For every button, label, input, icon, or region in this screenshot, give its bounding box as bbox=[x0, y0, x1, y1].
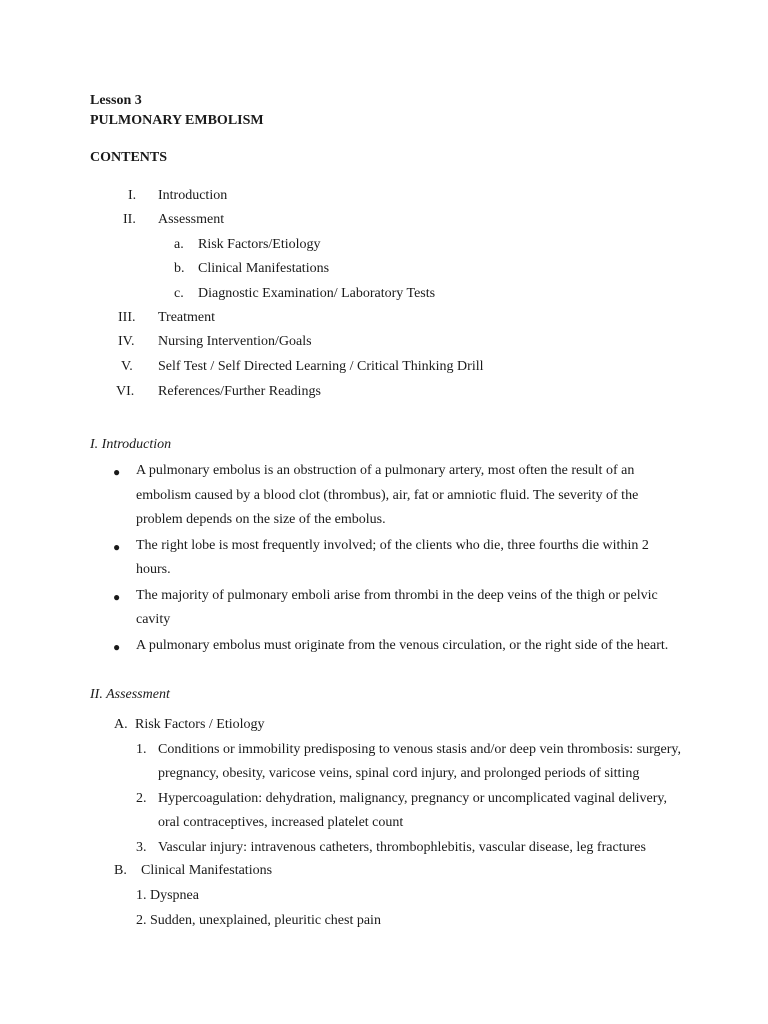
contents-item-number: III. bbox=[118, 310, 136, 325]
contents-item-text: Assessment bbox=[158, 212, 225, 227]
list-item: 2. Sudden, unexplained, pleuritic chest pain bbox=[136, 913, 381, 928]
section-letter: B. bbox=[114, 863, 127, 878]
section-title: Risk Factors / Etiology bbox=[135, 717, 265, 732]
contents-heading: CONTENTS bbox=[90, 150, 168, 165]
list-item: 1. Dyspnea bbox=[136, 888, 199, 903]
introduction-line: problem depends on the size of the embolus. bbox=[136, 512, 386, 527]
contents-item-number: a. bbox=[174, 237, 184, 252]
bullet-icon: ● bbox=[113, 640, 121, 654]
introduction-line: The right lobe is most frequently involved; of the clients who die, three fourths die within 2 bbox=[136, 538, 649, 553]
section-title: Clinical Manifestations bbox=[141, 863, 273, 878]
assessment-heading: II. Assessment bbox=[90, 687, 170, 702]
contents-item-text: Treatment bbox=[158, 310, 216, 325]
list-item-line: Hypercoagulation: dehydration, malignancy, pregnancy or uncomplicated vaginal delivery, bbox=[158, 791, 668, 806]
contents-item-number: IV. bbox=[118, 334, 135, 349]
lesson-label: Lesson 3 bbox=[90, 93, 142, 108]
list-item-line: oral contraceptives, increased platelet count bbox=[158, 815, 404, 830]
contents-item-number: c. bbox=[174, 286, 184, 301]
introduction-line: The majority of pulmonary emboli arise from thrombi in the deep veins of the thigh or pelvic bbox=[136, 588, 658, 603]
introduction-line: A pulmonary embolus must originate from the venous circulation, or the right side of the heart. bbox=[136, 638, 669, 653]
bullet-icon: ● bbox=[113, 465, 121, 479]
contents-item-number: V. bbox=[121, 359, 133, 374]
bullet-icon: ● bbox=[113, 590, 121, 604]
contents-item-text: Risk Factors/Etiology bbox=[198, 237, 321, 252]
page-title: PULMONARY EMBOLISM bbox=[90, 113, 264, 128]
contents-item-text: Nursing Intervention/Goals bbox=[158, 334, 312, 349]
introduction-line: A pulmonary embolus is an obstruction of a pulmonary artery, most often the result of an bbox=[136, 463, 635, 478]
list-item-number: 2. bbox=[136, 791, 147, 806]
introduction-line: hours. bbox=[136, 562, 171, 577]
contents-item-text: References/Further Readings bbox=[158, 384, 321, 399]
contents-item-number: VI. bbox=[116, 384, 135, 399]
list-item-line: Vascular injury: intravenous catheters, thrombophlebitis, vascular disease, leg fractures bbox=[158, 840, 646, 855]
list-item-line: Conditions or immobility predisposing to venous stasis and/or deep vein thrombosis: surgery, bbox=[158, 742, 682, 757]
introduction-line: cavity bbox=[136, 612, 171, 627]
contents-item-number: I. bbox=[128, 188, 137, 203]
contents-item-text: Introduction bbox=[158, 188, 228, 203]
list-item-number: 1. bbox=[136, 742, 147, 757]
contents-item-text: Self Test / Self Directed Learning / Critical Thinking Drill bbox=[158, 359, 484, 374]
section-letter: A. bbox=[114, 717, 128, 732]
contents-item-text: Clinical Manifestations bbox=[198, 261, 330, 276]
list-item-number: 3. bbox=[136, 840, 147, 855]
bullet-icon: ● bbox=[113, 540, 121, 554]
introduction-line: embolism caused by a blood clot (thrombus), air, fat or amniotic fluid. The severity of the bbox=[136, 488, 639, 503]
list-item-line: pregnancy, obesity, varicose veins, spinal cord injury, and prolonged periods of sitting bbox=[158, 766, 640, 781]
contents-item-text: Diagnostic Examination/ Laboratory Tests bbox=[198, 286, 436, 301]
contents-item-number: b. bbox=[174, 261, 185, 276]
introduction-heading: I. Introduction bbox=[90, 437, 172, 452]
contents-item-number: II. bbox=[123, 212, 136, 227]
